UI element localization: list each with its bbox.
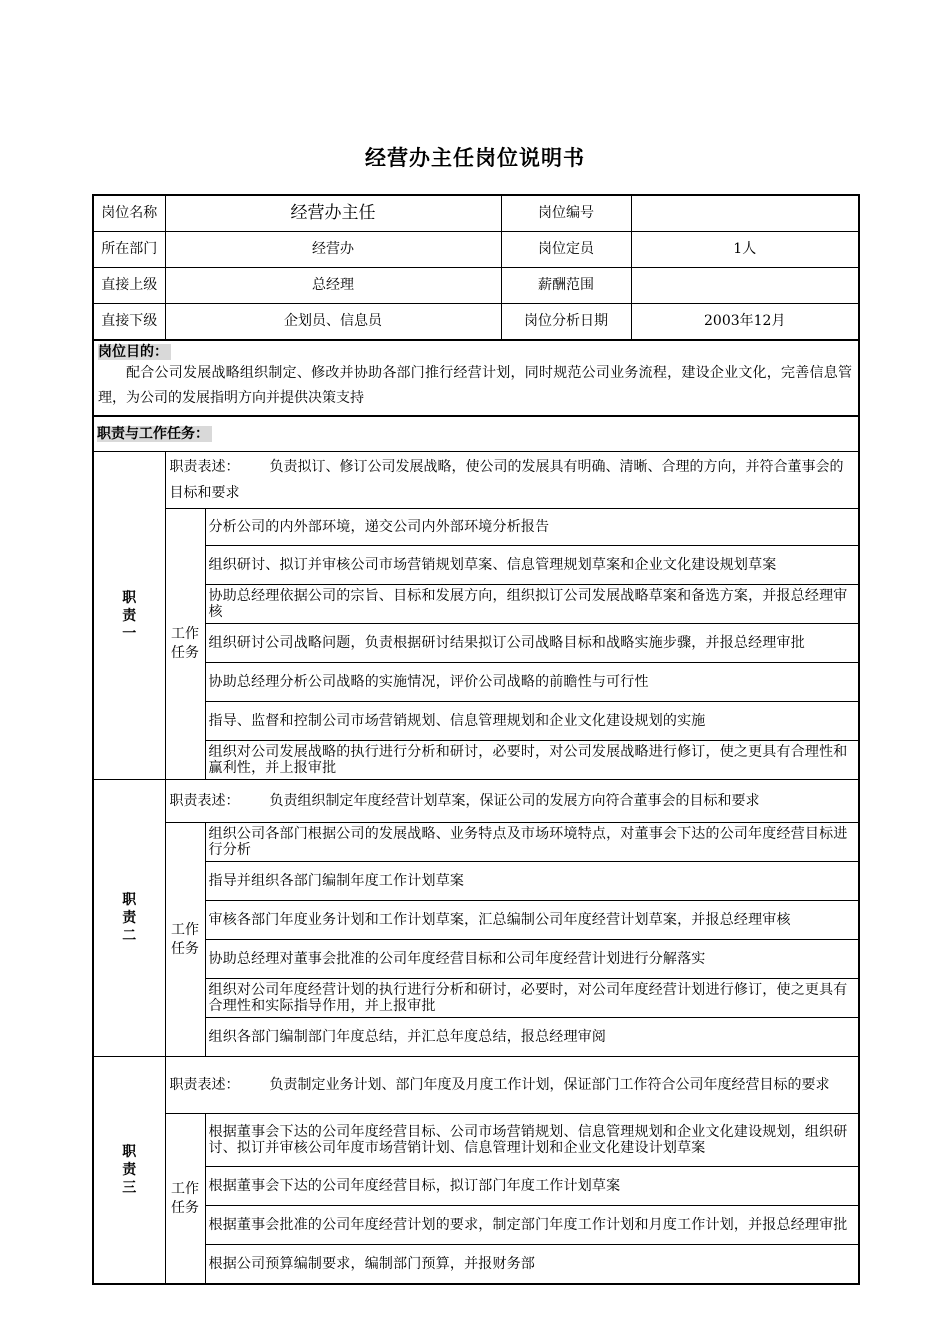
task-item: 根据董事会下达的公司年度经营目标，拟订部门年度工作计划草案 <box>205 1167 859 1206</box>
duty-description-label: 职责表述： <box>169 1077 240 1093</box>
purpose-section <box>93 340 859 416</box>
direct-superior-value: 总经理 <box>165 268 501 304</box>
direct-superior-label: 直接上级 <box>93 268 165 304</box>
task-label-1: 工作任务 <box>165 509 205 780</box>
duty-description-label: 职责表述： <box>169 793 240 809</box>
job-description-table <box>92 194 860 1285</box>
task-item: 组织对公司发展战略的执行进行分析和研讨，必要时，对公司发展战略进行修订，使之更具有合理性和赢利性，并上报审批 <box>205 741 859 780</box>
task-item: 指导并组织各部门编制年度工作计划草案 <box>205 862 859 901</box>
purpose-text: 配合公司发展战略组织制定、修改并协助各部门推行经营计划，同时规范公司业务流程，建设企业文化，完善信息管理，为公司的发展指明方向并提供决策支持 <box>98 365 852 406</box>
task-item: 组织公司各部门根据公司的发展战略、业务特点及市场环境特点，对董事会下达的公司年度经营目标进行分析 <box>205 823 859 862</box>
task-item: 组织研讨、拟订并审核公司市场营销规划草案、信息管理规划草案和企业文化建设规划草案 <box>205 546 859 585</box>
task-item: 指导、监督和控制公司市场营销规划、信息管理规划和企业文化建设规划的实施 <box>205 702 859 741</box>
task-item: 根据公司预算编制要求，编制部门预算，并报财务部 <box>205 1245 859 1285</box>
task-item: 根据董事会下达的公司年度经营目标、公司市场营销规划、信息管理规划和企业文化建设规划，组织研讨、拟订并审核公司年度市场营销计划、信息管理计划和企业文化建设计划草案 <box>205 1114 859 1167</box>
headcount-value: 1人 <box>631 232 859 268</box>
task-item: 组织对公司年度经营计划的执行进行分析和研讨，必要时，对公司年度经营计划进行修订，使之更具有合理性和实际指导作用，并上报审批 <box>205 979 859 1018</box>
task-item: 根据董事会批准的公司年度经营计划的要求，制定部门年度工作计划和月度工作计划，并报总经理审批 <box>205 1206 859 1245</box>
task-item: 分析公司的内外部环境，递交公司内外部环境分析报告 <box>205 509 859 546</box>
department-value: 经营办 <box>165 232 501 268</box>
duty-label-3: 职责三 <box>93 1057 165 1285</box>
position-name-value: 经营办主任 <box>165 195 501 232</box>
duty-description-3 <box>165 1057 859 1114</box>
task-item: 协助总经理依据公司的宗旨、目标和发展方向，组织拟订公司发展战略草案和备选方案，并报总经理审核 <box>205 585 859 624</box>
salary-range-label: 薪酬范围 <box>501 268 631 304</box>
salary-range-value <box>631 268 859 304</box>
duty-label-2: 职责二 <box>93 780 165 1057</box>
duty-label-1: 职责一 <box>93 452 165 780</box>
duties-section-heading <box>93 416 859 452</box>
position-code-label: 岗位编号 <box>501 195 631 232</box>
duty-description-1 <box>165 452 859 509</box>
task-label-2: 工作任务 <box>165 823 205 1057</box>
task-label-3: 工作任务 <box>165 1114 205 1285</box>
task-item: 组织研讨公司战略问题，负责根据研讨结果拟订公司战略目标和战略实施步骤，并报总经理审批 <box>205 624 859 663</box>
page-title: 经营办主任岗位说明书 <box>365 146 585 170</box>
direct-subordinate-label: 直接下级 <box>93 304 165 341</box>
duty-description-text: 负责组织制定年度经营计划草案，保证公司的发展方向符合董事会的目标和要求 <box>269 793 760 809</box>
task-item: 协助总经理分析公司战略的实施情况，评价公司战略的前瞻性与可行性 <box>205 663 859 702</box>
duty-description-text: 负责制定业务计划、部门年度及月度工作计划，保证部门工作符合公司年度经营目标的要求 <box>269 1077 830 1093</box>
duty-description-label: 职责表述： <box>169 459 240 475</box>
position-name-label: 岗位名称 <box>93 195 165 232</box>
duties-heading: 职责与工作任务： <box>97 426 212 442</box>
analysis-date-label: 岗位分析日期 <box>501 304 631 341</box>
duty-description-text: 负责拟订、修订公司发展战略，使公司的发展具有明确、清晰、合理的方向，并符合董事会的目标和要求 <box>169 459 844 501</box>
position-code-value <box>631 195 859 232</box>
task-item: 组织各部门编制部门年度总结，并汇总年度总结，报总经理审阅 <box>205 1018 859 1057</box>
task-item: 审核各部门年度业务计划和工作计划草案，汇总编制公司年度经营计划草案，并报总经理审核 <box>205 901 859 940</box>
analysis-date-value: 2003年12月 <box>631 304 859 341</box>
purpose-heading: 岗位目的： <box>98 344 171 360</box>
department-label: 所在部门 <box>93 232 165 268</box>
direct-subordinate-value: 企划员、信息员 <box>165 304 501 341</box>
headcount-label: 岗位定员 <box>501 232 631 268</box>
task-item: 协助总经理对董事会批准的公司年度经营目标和公司年度经营计划进行分解落实 <box>205 940 859 979</box>
duty-description-2 <box>165 780 859 823</box>
